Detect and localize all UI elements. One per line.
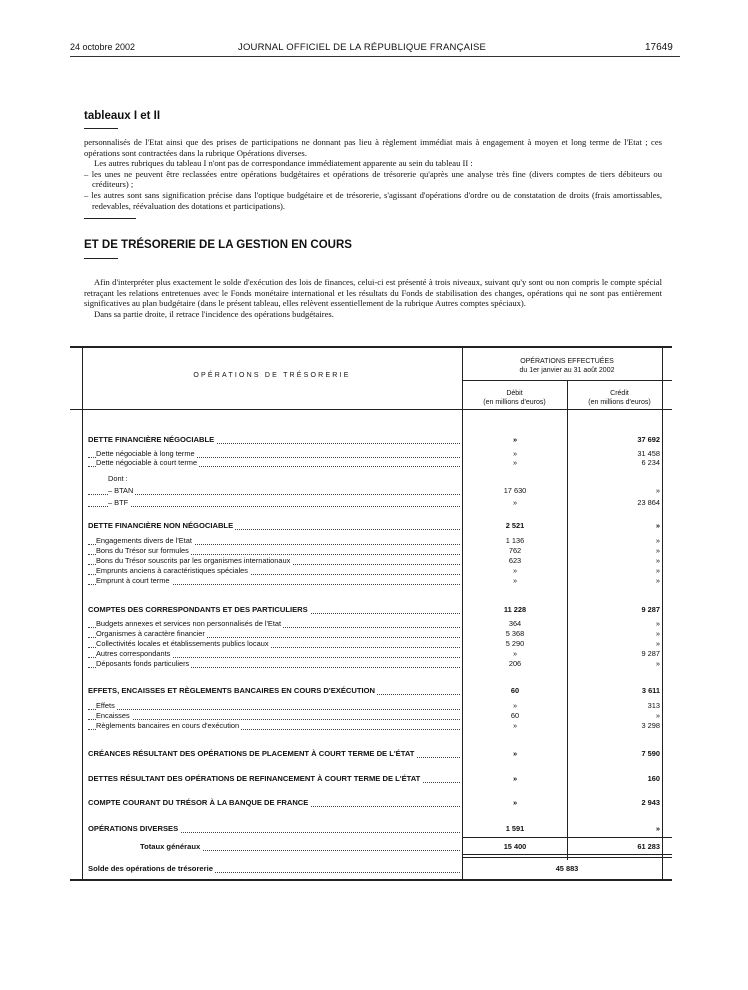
row-label: Solde des opérations de trésorerie [88, 864, 213, 873]
totals-row [70, 842, 672, 853]
row-debit: 206 [508, 659, 522, 668]
paragraph: – les unes ne peuvent être reclassées entre opérations budgétaires et opérations de trésorerie qu'après une analyse très fine (divers comptes de tiers débiteurs ou créditeurs) ; [84, 168, 662, 190]
table-row [70, 686, 672, 697]
row-label: Encaisses [96, 711, 130, 720]
section-rule [84, 258, 118, 259]
table-row [70, 659, 672, 670]
page-number: 17649 [645, 42, 673, 53]
page-header [0, 40, 748, 56]
header-effectuees-title: OPÉRATIONS EFFECTUÉES [520, 358, 614, 365]
treasury-table [70, 346, 672, 881]
row-credit: » [655, 619, 660, 628]
row-debit: 11 228 [503, 605, 527, 614]
journal-title: JOURNAL OFFICIEL DE LA RÉPUBLIQUE FRANÇAISE [238, 42, 487, 53]
row-credit: » [655, 659, 660, 668]
row-debit: » [512, 576, 518, 585]
row-debit: 364 [508, 619, 522, 628]
row-label: Collectivités locales et établissements publics locaux [96, 639, 269, 648]
row-label: Totaux généraux [140, 842, 201, 851]
row-credit: » [655, 711, 660, 720]
row-credit: 6 234 [641, 458, 660, 467]
header-effectuees [462, 357, 672, 375]
table-rule [70, 409, 672, 410]
row-credit: 3 298 [641, 721, 660, 730]
row-label: Budgets annexes et services non personnalisés de l'Etat [96, 619, 282, 628]
row-credit: » [655, 629, 660, 638]
row-credit: 2 943 [641, 798, 660, 807]
section-rule [84, 128, 118, 129]
table-rule [462, 854, 672, 855]
row-credit: 3 611 [641, 686, 660, 695]
paragraph: Les autres rubriques du tableau I n'ont pas de correspondance immédiatement apparente au sein du tableau II : [94, 158, 473, 169]
row-label: Organismes à caractère financier [96, 629, 205, 638]
row-label: Autres correspondants [96, 649, 171, 658]
row-label: COMPTE COURANT DU TRÉSOR À LA BANQUE DE FRANCE [88, 798, 309, 807]
table-row [70, 521, 672, 532]
row-credit: » [655, 576, 660, 585]
row-label: EFFETS, ENCAISSES ET RÈGLEMENTS BANCAIRES EN COURS D'EXÉCUTION [88, 686, 376, 695]
row-debit: 1 591 [505, 824, 525, 833]
row-credit: » [655, 639, 660, 648]
table-row [70, 721, 672, 732]
row-label: DETTE FINANCIÈRE NON NÉGOCIABLE [88, 521, 234, 530]
row-label: Dette négociable à long terme [96, 449, 195, 458]
row-label: Déposants fonds particuliers [96, 659, 190, 668]
table-row [70, 798, 672, 809]
row-debit: 5 368 [505, 629, 525, 638]
table-row [70, 576, 672, 587]
header-debit-unit: (en millions d'euros) [483, 399, 546, 406]
row-label: DETTES RÉSULTANT DES OPÉRATIONS DE REFINANCEMENT À COURT TERME DE L'ÉTAT [88, 774, 421, 783]
row-debit: » [512, 566, 518, 575]
row-debit: » [512, 498, 518, 507]
row-credit: » [655, 486, 660, 495]
row-label: OPÉRATIONS DIVERSES [88, 824, 179, 833]
table-rule [70, 879, 672, 881]
header-date: 24 octobre 2002 [70, 42, 136, 52]
row-label: COMPTES DES CORRESPONDANTS ET DES PARTICULIERS [88, 605, 308, 614]
row-label: Règlements bancaires en cours d'exécution [96, 721, 240, 730]
row-debit: » [512, 435, 518, 444]
paragraph: personnalisés de l'Etat ainsi que des prises de participations ne donnant pas lieu à règlement immédiat mais à engagement à moyen et long terme de l'Etat ; ces opérations sont contractées dans la rubrique Opérations diverses. [84, 137, 662, 158]
row-credit: 9 287 [641, 649, 660, 658]
row-debit: 2 521 [505, 521, 525, 530]
row-credit: » [655, 556, 660, 565]
section2-text [84, 277, 662, 319]
row-credit: » [655, 546, 660, 555]
header-debit [462, 389, 567, 407]
row-credit: 61 283 [637, 842, 660, 851]
row-debit: 17 630 [503, 486, 527, 495]
row-credit: 9 287 [641, 605, 660, 614]
table-rule [462, 857, 672, 858]
row-debit: 762 [508, 546, 522, 555]
row-debit: 623 [508, 556, 522, 565]
table-row [70, 824, 672, 835]
header-credit-title: Crédit [610, 390, 629, 397]
row-label: – BTF [108, 498, 129, 507]
table-row [70, 474, 672, 485]
row-label: Dette négociable à court terme [96, 458, 198, 467]
row-label: CRÉANCES RÉSULTANT DES OPÉRATIONS DE PLACEMENT À COURT TERME DE L'ÉTAT [88, 749, 415, 758]
row-label: Bons du Trésor souscrits par les organismes internationaux [96, 556, 291, 565]
balance-row [70, 864, 672, 875]
table-row [70, 486, 672, 497]
row-debit: 5 290 [505, 639, 525, 648]
balance-value: 45 883 [555, 864, 579, 873]
row-credit: 37 692 [637, 435, 660, 444]
row-credit: » [655, 536, 660, 545]
row-credit: 7 590 [641, 749, 660, 758]
row-credit: 160 [647, 774, 660, 783]
header-credit-unit: (en millions d'euros) [588, 399, 651, 406]
row-debit: » [512, 458, 518, 467]
row-label: Effets [96, 701, 115, 710]
row-debit: » [512, 798, 518, 807]
table-rule [462, 837, 672, 838]
row-debit: 1 136 [505, 536, 525, 545]
section-rule [84, 218, 136, 219]
header-operations: OPÉRATIONS DE TRÉSORERIE [193, 372, 351, 379]
header-debit-title: Débit [506, 390, 523, 397]
table-row [70, 498, 672, 509]
row-credit: » [655, 824, 660, 833]
paragraph: Dans sa partie droite, il retrace l'incidence des opérations budgétaires. [94, 308, 334, 319]
row-label: Emprunt à court terme [96, 576, 170, 585]
row-debit: » [512, 649, 518, 658]
row-debit: » [512, 774, 518, 783]
row-debit: » [512, 701, 518, 710]
row-debit: » [512, 749, 518, 758]
row-label: Engagements divers de l'Etat [96, 536, 192, 545]
row-label: Dont : [108, 474, 128, 483]
table-row [70, 435, 672, 446]
row-debit: 60 [510, 686, 520, 695]
section1-text [84, 137, 662, 211]
header-credit [567, 389, 672, 407]
row-debit: » [512, 721, 518, 730]
section-title-tresorerie: ET DE TRÉSORERIE DE LA GESTION EN COURS [84, 239, 352, 251]
row-debit: 15 400 [503, 842, 527, 851]
header-effectuees-period: du 1er janvier au 31 août 2002 [519, 367, 615, 374]
row-credit: » [655, 521, 660, 530]
row-credit: 23 864 [637, 498, 660, 507]
row-credit: 31 458 [637, 449, 660, 458]
row-debit: » [512, 449, 518, 458]
table-row [70, 605, 672, 616]
paragraph: Afin d'interpréter plus exactement le solde d'exécution des lois de finances, celui-ci est présenté à trois niveaux, suivant qu'y sont ou non compris le compte spécial retraçant les relations entretenues avec le Fonds monétaire international et les résultats du Fonds de stabilisation des changes, opérations qui ne sont pas entièrement significatives au plan budgétaire (dans le présent tableau, elles relèvent essentiellement de la rubrique Autres comptes spéciaux). [84, 277, 662, 309]
header-rule [70, 56, 680, 57]
row-credit: » [655, 566, 660, 575]
table-rule [70, 346, 672, 348]
row-label: DETTE FINANCIÈRE NÉGOCIABLE [88, 435, 215, 444]
row-debit: 60 [510, 711, 520, 720]
row-credit: 313 [647, 701, 660, 710]
paragraph: – les autres sont sans signification précise dans l'optique budgétaire et de trésorerie, s'agissant d'opérations d'ordre ou de constatation de droits (frais amortissables, redevables, réévaluation des dotations et participations). [84, 189, 662, 211]
row-label: Emprunts anciens à caractéristiques spéciales [96, 566, 248, 575]
table-row [70, 749, 672, 760]
row-label: – BTAN [108, 486, 134, 495]
section-title-tableaux: tableaux I et II [84, 110, 161, 122]
table-row [70, 458, 672, 469]
table-row [70, 774, 672, 785]
row-label: Bons du Trésor sur formules [96, 546, 189, 555]
